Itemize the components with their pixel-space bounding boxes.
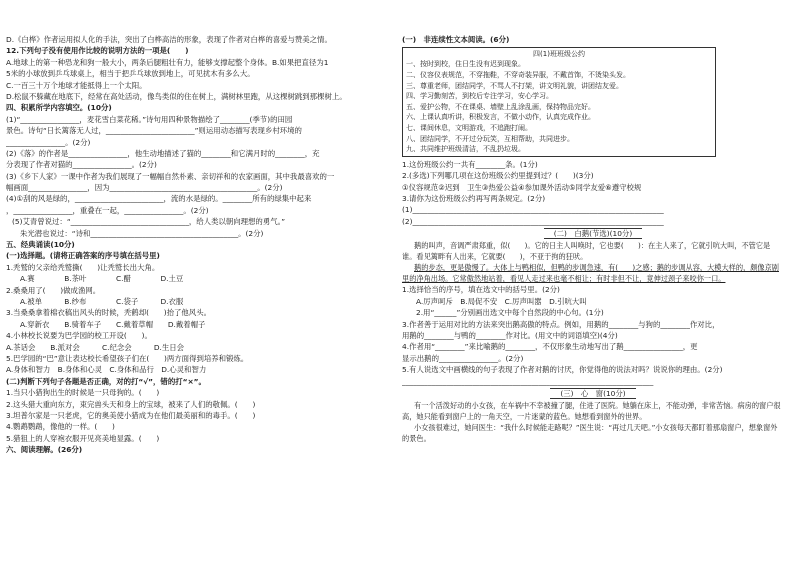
fill-3a: (3)《乡下人家》一课中作者为我们展现了一幅幅自然朴素、亲切祥和的农家画面，其中我最喜欢的一 <box>6 171 335 181</box>
reading-q2-options: ①仪容规范②迟到 卫生③热爱公益④参加课外活动⑤同学友爱⑥遵守校规 <box>402 182 642 192</box>
judge-5: 5.猎狙上的人穿袍衣服开见亮美地显露。( ) <box>6 433 160 443</box>
fill-5b: 朱光潜也说过：“诗和________________________________________。(2分) <box>20 228 264 238</box>
choice-4-options: A.茶话会 B.派对会 C.纪念会 D.生日会 <box>6 342 185 352</box>
question-12: 12.下列句子没有使用作比较的说明方法的一项是( ) <box>6 46 189 56</box>
choice-2: 2.桑桑用了( )做成渔网。 <box>6 285 101 295</box>
fill-4b: ，________________，重叠在一起，________________。(2分) <box>6 205 209 215</box>
convention-item: 五、爱护公物，不在课桌、墙壁上乱涂乱画，保持物品完好。 <box>406 102 595 111</box>
reading-2-q2: 2.用“______”分别画出选文中每个自然段的中心句。(1分) <box>416 308 604 318</box>
choice-3: 3.当桑桑拿着棉衣稿出风头的时候，秃鹤却( )抬了他风头。 <box>6 308 211 318</box>
reading-2-q1: 1.选择恰当的序号，填在选文中的括号里。(2分) <box>402 285 560 295</box>
fill-2a: (2)《落》的作者是________________，他生动地描述了猫的________和它满月时的________，充 <box>6 148 320 158</box>
class-convention-box <box>402 47 716 156</box>
reading-2-q4-cont: 显示出鹅的________________。(2分) <box>402 353 524 363</box>
reading-2-q4: 4.作者用“________”来比喻鹅的________，不仅形象生动地写出了鹅________________，更 <box>402 342 698 352</box>
reading-q1: 1.这份班级公约一共有________条。(1分) <box>402 159 538 169</box>
choice-3-options: A.穿新衣 B.骑着车子 C.戴着草帽 D.戴着帽子 <box>20 319 206 329</box>
prose-paragraph: 有一个活泼好动的小女孩，在车祸中不幸被撞了腿，住进了医院。她躺在床上，不能动弹，非常苦恼。病房的窗户很高，她只能看到窗户上的一角天空，一片迷蒙的蓝色。她想看到窗外的世界。 <box>402 401 781 422</box>
fill-2b: 分表现了作者对猫的________________。(2分) <box>6 160 157 170</box>
choice-5: 5.巴学园的“巴”意让表达校长希望孩子们在( )两方面得到培养和锻炼。 <box>6 353 249 363</box>
reading-q2: 2.(多选)下列哪几项在这份班级公约里提到过？( )(3分) <box>402 171 594 181</box>
convention-item: 七、课间休息，文明游戏，不追跑打闹。 <box>406 123 532 132</box>
choice-4: 4.小林校长说要为巴学园的校工开设( )。 <box>6 331 152 341</box>
section-5b-heading: (二)判断下列句子各题是否正确，对的打“√”，错的打“×”。 <box>6 376 206 386</box>
judge-2: 2.这头猎大重向东方，束完兽头天和身上的宝球，被来了人们的敬佩。( ) <box>6 399 256 409</box>
section-5-heading: 五、经典诵读(10分) <box>6 240 75 250</box>
option-d: D.松鼠不躲藏在地底下，经常在高处活动，像鸟类似的住在树上，满树林里跑，从这棵树跳到那棵树上。 <box>6 91 347 101</box>
fill-4a: (4)①刮的风是绿的，________________________，流的水是绿的。________所有的绿集中起来 <box>6 194 312 204</box>
convention-item: 四、学习勤刻苦，到校后专注学习，安心学习。 <box>406 92 553 101</box>
choice-2-options: A.被单 B.纱布 C.袋子 D.衣服 <box>20 296 184 306</box>
choice-1: 1.秃鹫的父亲给秃鹫撕( )让秃鹫长出大角。 <box>6 262 160 272</box>
answer-line: ____________________________________________________________________ <box>402 376 654 386</box>
reading-2-q3: 3.作者善于运用对比的方法来突出鹅高傲的特点。例如，用鹅的________与狗的________作对比， <box>402 319 720 329</box>
fill-1b: 景色。诗句“日长篱落无人过，________________________”则运用动态描写表现乡村环境的 <box>6 126 302 136</box>
left-column <box>6 34 392 455</box>
option-c: C.一百三十万个地球才能抵得上一个太阳。 <box>6 80 147 90</box>
text-line: D.《白桦》作者运用拟人化的手法，突出了白桦高洁的形象，表现了作者对白桦的喜爱与赞美之情。 <box>6 35 332 44</box>
section-4-heading: 四、积累所学内容填空。(10分) <box>6 103 112 113</box>
reading-1-heading: (一) 非连续性文本阅读。(6分) <box>402 35 510 44</box>
right-column <box>402 34 784 444</box>
choice-5-options: A.身体和智力 B.身体和心灵 C.身体和品行 D.心灵和智力 <box>6 365 207 375</box>
fill-1a: (1)“________________，麦花雪白菜花稀。”诗句用四种景物描绘了________(季节)的田园 <box>6 114 293 124</box>
judge-4: 4.鹦鹉鹦鹉，像他的一样。( ) <box>6 422 115 432</box>
answer-line-1: (1)____________________________________________________________________ <box>402 205 664 215</box>
option-a-cont: 5米的小球放到乒乓球桌上，相当于把乒乓球放到地上，可见扰木有多么大。 <box>6 69 255 79</box>
fill-5a: (5)艾青曾说过：“________________________________，给人类以朝向理想的勇气。” <box>12 217 286 227</box>
judge-3: 3.坦普尔家是一只老虎，它的奥美使小猎成为在他们最美丽和的毒手。( ) <box>6 410 256 420</box>
judge-1: 1.当只小猎狗出生的时候是一只母狗的。( ) <box>6 388 160 398</box>
convention-item: 三、尊重老师，团结同学，不骂人不打架，讲文明礼貌，讲团结友爱。 <box>406 81 623 90</box>
option-a: A.地球上的第一种恐龙和狗一般大小，两条后腿粗壮有力，能够支撑起整个身体。B.如果把直径为1 <box>6 57 329 67</box>
convention-item: 六、上课认真听讲，积极发言，不做小动作，认真完成作业。 <box>406 113 595 122</box>
prose-paragraph: 鹅的步态，更是傲慢了。大体上与鸭相似，但鸭的步调急速，有( )之感；鹅的步调从容，大模大样的，颇像京剧里的净角出场。它常傲然地站着，看见人走过来也毫不相让；有时非但不让，竟伸过颈子来咬你一口。 <box>402 263 779 284</box>
section-6-heading: 六、阅读理解。(26分) <box>6 445 83 455</box>
section-5a-heading: (一)选择题。(请将正确答案的序号填在括号里) <box>6 251 160 261</box>
fill-3b: 幅画面________________，因为________________________________________。(2分) <box>6 183 283 193</box>
reading-2-q1-options: A.厉声呵斥 B.局促不安 C.厉声叫嚣 D.引吭大叫 <box>416 296 587 306</box>
convention-item: 九、共同维护班级清洁，不乱扔垃圾。 <box>406 145 525 154</box>
choice-1-options: A.赛 B.茶叶 C.醋 D.土豆 <box>20 274 184 284</box>
reading-2-q5: 5.有人说选文中画横线的句子表现了作者对鹅的讨厌，你觉得他的说法对吗？说说你的理由。(2分) <box>402 365 723 375</box>
prose-paragraph: 小女孩很难过，她问医生：“我什么时候能走路呢？”医生说：“再过几天吧。”小女孩每天都盯着那扇窗户，想象窗外的景色。 <box>402 423 778 444</box>
reading-3-title: (三) 心 窗(10分) <box>402 388 784 399</box>
convention-item: 八、团结同学，不开过分玩笑，互相帮助，共同进步。 <box>406 134 574 143</box>
reading-2-title: (二) 白鹅(节选)(10分) <box>402 228 784 239</box>
reading-2-q3-cont: 用鹅的________与鸭的________作对比。(用文中的词语填空)(4分) <box>402 331 618 341</box>
answer-line-2: (2)____________________________________________________________________ <box>402 216 664 226</box>
convention-item: 一、按时到校，住日生没有迟到现象。 <box>406 60 525 69</box>
prose-paragraph: 鹅的叫声，音调严肃郑重，似( )。它的日主人叫唤时，它也要( )：在主人来了，它就引吭大叫，不管它是谁。看见篱畔有人出来，它就要( )，不亚于拘的狂吠。 <box>402 241 771 262</box>
reading-q3: 3.请你为这份班级公约再写两条规定。(2分) <box>402 193 546 203</box>
convention-item: 二、仪容仪表规范，不穿拖鞋，不穿奇装异服，不戴首饰，不烫染头发。 <box>406 70 630 79</box>
fill-1c: ________________。(2分) <box>6 137 91 147</box>
class-convention-title: 四(1)班班级公约 <box>533 50 585 59</box>
